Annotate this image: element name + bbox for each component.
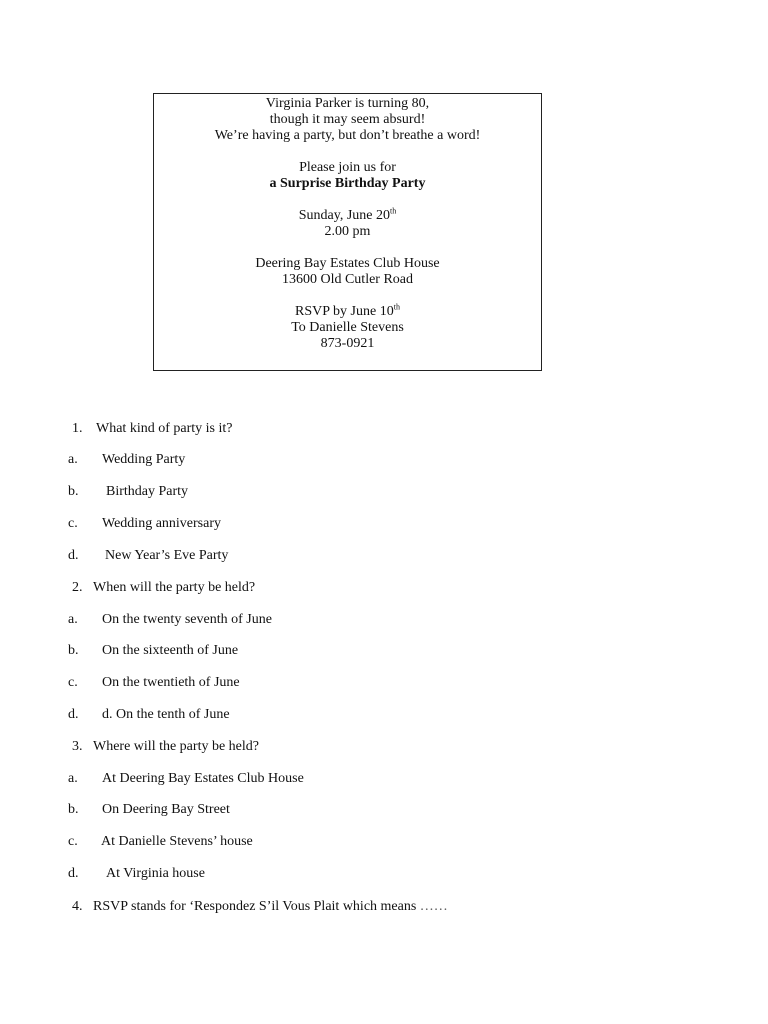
option-letter: b. bbox=[68, 802, 79, 817]
option-text: Wedding Party bbox=[102, 452, 186, 467]
option-letter: b. bbox=[68, 643, 79, 658]
invitation-date-text: Sunday, June 20 bbox=[298, 208, 391, 223]
option-text: On Deering Bay Street bbox=[102, 802, 230, 817]
question-text: RSVP stands for ‘Respondez S’il Vous Plait which means bbox=[93, 899, 417, 914]
option-text: On the twentieth of June bbox=[102, 675, 240, 690]
blank-dots: …… bbox=[419, 899, 448, 914]
option-letter: c. bbox=[68, 516, 78, 531]
invitation-line-4: Please join us for bbox=[299, 160, 396, 175]
invitation-line-3: We’re having a party, but don’t breathe a word! bbox=[214, 128, 481, 143]
option-letter: c. bbox=[68, 675, 78, 690]
option-letter: c. bbox=[68, 834, 78, 849]
question-number: 4. bbox=[72, 899, 83, 914]
invitation-rsvp-suffix: th bbox=[393, 302, 400, 312]
option-text: At Virginia house bbox=[106, 866, 205, 881]
question-number: 1. bbox=[72, 421, 83, 436]
invitation-box bbox=[153, 93, 542, 371]
invitation-time: 2.00 pm bbox=[324, 224, 371, 239]
option-letter: d. bbox=[68, 548, 79, 563]
invitation-date-suffix: th bbox=[390, 206, 397, 216]
option-text: At Danielle Stevens’ house bbox=[101, 834, 253, 849]
question-text: When will the party be held? bbox=[93, 580, 256, 595]
invitation-date bbox=[154, 208, 541, 224]
option-letter: a. bbox=[68, 452, 78, 467]
question-number: 2. bbox=[72, 580, 83, 595]
invitation-line-1: Virginia Parker is turning 80, bbox=[265, 96, 430, 111]
option-text: On the sixteenth of June bbox=[102, 643, 239, 658]
option-text: New Year’s Eve Party bbox=[105, 548, 229, 563]
option-letter: d. bbox=[68, 866, 79, 881]
option-letter: b. bbox=[68, 484, 79, 499]
question-text: What kind of party is it? bbox=[96, 421, 233, 436]
option-text: Wedding anniversary bbox=[102, 516, 221, 531]
question-text: Where will the party be held? bbox=[93, 739, 259, 754]
question-number: 3. bbox=[72, 739, 83, 754]
invitation-title: a Surprise Birthday Party bbox=[269, 176, 426, 191]
invitation-rsvp bbox=[154, 304, 541, 320]
invitation-address: 13600 Old Cutler Road bbox=[281, 272, 414, 287]
option-letter: d. bbox=[68, 707, 79, 722]
invitation-line-2: though it may seem absurd! bbox=[269, 112, 426, 127]
option-text: Birthday Party bbox=[106, 484, 189, 499]
invitation-rsvp-text: RSVP by June 10 bbox=[295, 304, 394, 319]
option-text: d. On the tenth of June bbox=[102, 707, 230, 722]
option-letter: a. bbox=[68, 612, 78, 627]
option-text: On the twenty seventh of June bbox=[102, 612, 272, 627]
invitation-venue: Deering Bay Estates Club House bbox=[255, 256, 440, 271]
option-letter: a. bbox=[68, 771, 78, 786]
invitation-phone: 873-0921 bbox=[320, 336, 375, 351]
question-text-wrap bbox=[93, 899, 448, 915]
invitation-rsvp-to: To Danielle Stevens bbox=[291, 320, 404, 335]
option-text: At Deering Bay Estates Club House bbox=[102, 771, 304, 786]
